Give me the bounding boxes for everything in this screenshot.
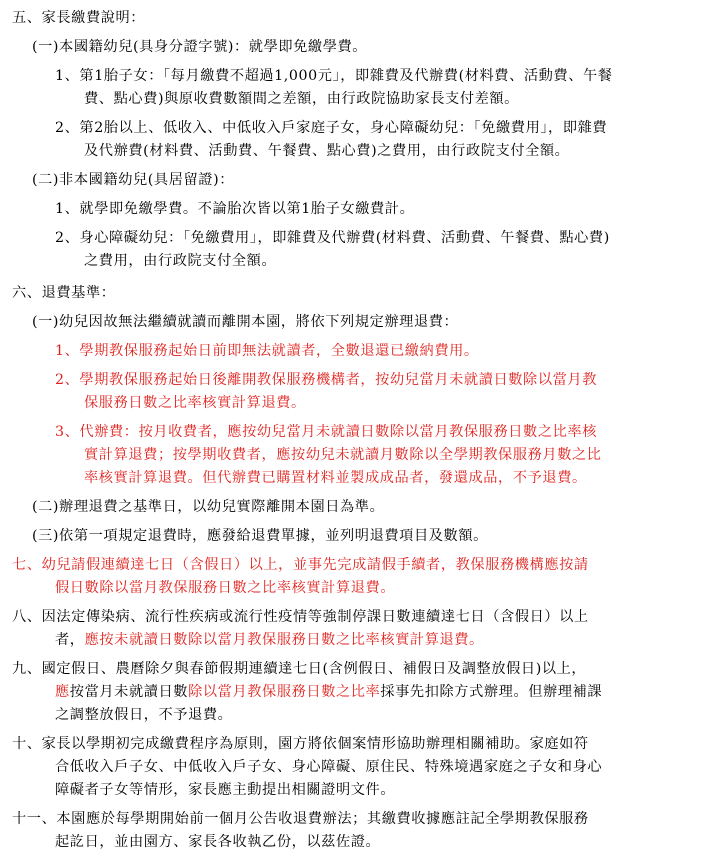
section-5-sub-2-item-1: 1、就學即免繳學費。不論胎次皆以第1胎子女繳費計。 [55,201,415,217]
section-6-sub-2: (二)辦理退費之基準日，以幼兒實際離開本園日為準。 [32,499,385,515]
section-6-item-3-line-1: 3、代辦費：按月收費者，應按幼兒當月未就讀日數除以當月教保服務日數之比率核 [55,424,597,440]
section-6-item-2-line-1: 2、學期教保服務起始日後離開教保服務機構者，按幼兒當月未就讀日數除以當月教 [55,372,597,388]
section-8-line-2-lead: 者， [55,632,85,648]
section-10-line-1: 十、家長以學期初完成繳費程序為原則，園方將依個案情形協助辦理相關補助。家庭如符 [12,736,589,752]
section-5-item-1-line-2: 費、點心費)與原收費數額間之差額，由行政院協助家長支付差額。 [84,91,519,107]
section-5-sub-2-heading: (二)非本國籍幼兒(具居留證)： [32,172,234,188]
section-9-line-2-part-b: 按當月未就讀日數 [69,684,189,700]
section-5-item-1-line-1: 1、第1胎子女：「每月繳費不超過1,000元」，即雜費及代辦費(材料費、活動費、午餐 [55,68,613,84]
section-7-line-2: 假日數除以當月教保服務日數之比率核實計算退費。 [55,580,396,596]
section-5-sub-1-heading: (一)本國籍幼兒(具身分證字號)：就學即免繳學費。 [32,39,368,55]
section-5-item-2-line-2: 及代辦費(材料費、活動費、午餐費、點心費)之費用，由行政院支付全額。 [84,143,570,159]
section-9-line-2-part-a: 應 [55,684,70,700]
section-9-line-1: 九、國定假日、農曆除夕與春節假期連續達七日(含例假日、補假日及調整放假日)以上， [12,661,587,677]
section-8-line-2-highlight: 應按未就讀日數除以當月教保服務日數之比率核實計算退費。 [84,632,484,648]
section-5-sub-2-item-2-line-1: 2、身心障礙幼兒：「免繳費用」，即雜費及代辦費(材料費、活動費、午餐費、點心費) [55,230,610,246]
section-5-item-2-line-1: 2、第2胎以上、低收入、中低收入戶家庭子女，身心障礙幼兒：「免繳費用」，即雜費 [55,120,608,136]
section-9-line-2-part-c: 除以當月教保服務日數之比率 [188,684,381,700]
section-5-title: 五、家長繳費說明： [12,10,146,26]
section-10-line-2: 合低收入戶子女、中低收入戶子女、身心障礙、原住民、特殊境遇家庭之子女和身心 [55,759,603,775]
section-6-item-1: 1、學期教保服務起始日前即無法就讀者，全數退還已繳納費用。 [55,343,479,359]
section-10-line-3: 障礙者子女等情形，家長應主動提出相關證明文件。 [55,782,396,798]
section-6-item-3-line-2: 實計算退費；按學期收費者，應按幼兒未就讀月數除以全學期教保服務月數之比 [84,447,602,463]
section-9-line-2 [55,682,602,702]
section-6-title: 六、退費基準： [12,285,116,301]
section-11-line-2: 起訖日，並由園方、家長各收執乙份，以茲佐證。 [55,834,381,850]
section-6-sub-1-heading: (一)幼兒因故無法繼續就讀而離開本園，將依下列規定辦理退費： [32,314,459,330]
section-7-line-1: 七、幼兒請假連續達七日（含假日）以上，並事先完成請假手續者，教保服務機構應按請 [12,557,589,573]
section-6-item-2-line-2: 保服務日數之比率核實計算退費。 [84,395,306,411]
section-9-line-3: 之調整放假日，不予退費。 [55,707,233,723]
section-6-sub-3: (三)依第一項規定退費時，應發給退費單據，並列明退費項目及數額。 [32,528,488,544]
section-8-line-1: 八、因法定傳染病、流行性疾病或流行性疫情等強制停課日數連續達七日（含假日）以上 [12,609,589,625]
section-8-line-2 [55,630,484,650]
section-11-line-1: 十一、本園應於每學期開始前一個月公告收退費辦法；其繳費收據應註記全學期教保服務 [12,811,589,827]
section-9-line-2-part-d: 採事先扣除方式辦理。但辦理補課 [380,684,603,700]
section-6-item-3-line-3: 率核實計算退費。但代辦費已購置材料並製成成品者，發還成品，不予退費。 [84,470,587,486]
section-5-sub-2-item-2-line-2: 之費用，由行政院支付全額。 [84,253,277,269]
